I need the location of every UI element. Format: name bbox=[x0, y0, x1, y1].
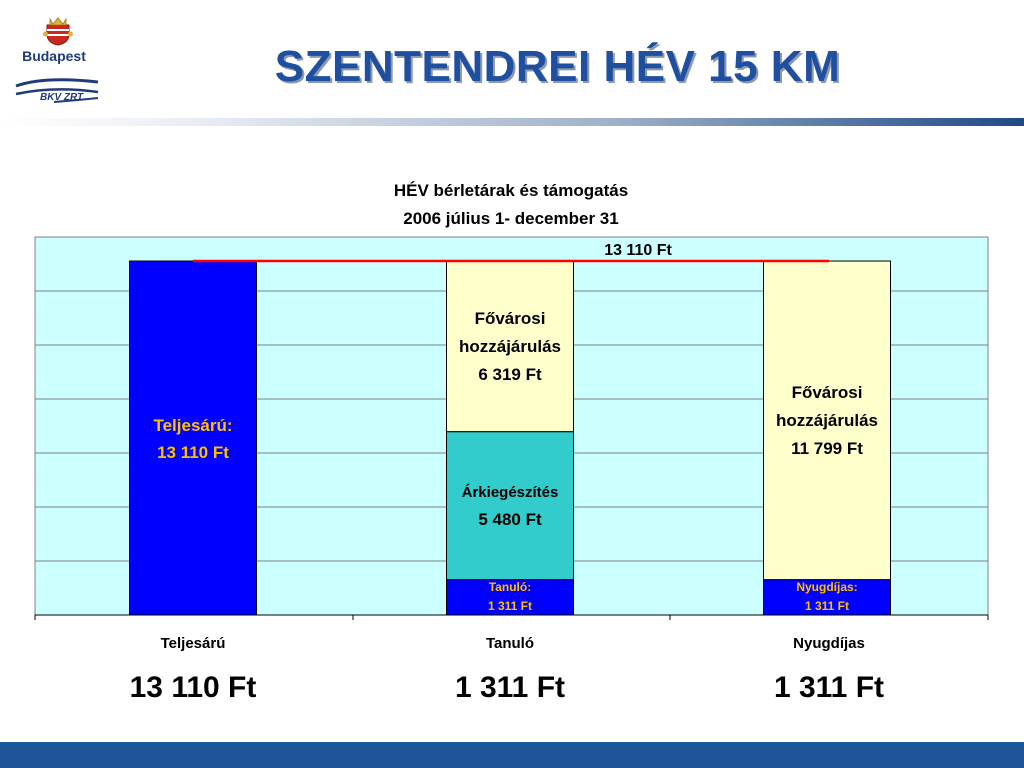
student-contribution-label-line1: Fővárosi bbox=[474, 309, 546, 328]
full-price-label-line1: Teljesárú: bbox=[153, 416, 233, 435]
student-paid-label-line2: 1 311 Ft bbox=[487, 599, 533, 613]
pensioner-contribution-label-line2: hozzájárulás bbox=[775, 411, 879, 430]
student-paid-label-line1: Tanuló: bbox=[488, 580, 532, 594]
pensioner-paid-label-line2: 1 311 Ft bbox=[804, 599, 850, 613]
reference-line-label: 13 110 Ft bbox=[604, 242, 672, 260]
supplement-label-line1: Árkiegészítés bbox=[461, 484, 559, 501]
footer-band bbox=[0, 742, 1024, 768]
chart-title-line1: HÉV bérletárak és támogatás bbox=[393, 181, 629, 200]
bar-segment-teljes-r--0 bbox=[130, 261, 257, 615]
x-tick-label-tanulo: Tanuló bbox=[485, 635, 535, 652]
pensioner-contribution-label-line3: 11 799 Ft bbox=[791, 439, 863, 458]
pensioner-contribution-label-line1: Fővárosi bbox=[791, 383, 863, 402]
x-tick-label-teljesaru: Teljesárú bbox=[160, 635, 226, 652]
logo-company-name: BKV ZRT bbox=[40, 92, 84, 103]
price-summary-tanulo: 1 311 Ft bbox=[454, 671, 566, 704]
logo-city-name: Budapest bbox=[22, 48, 86, 64]
chart-title-line2: 2006 július 1- december 31 bbox=[403, 209, 619, 228]
price-summary-teljesaru: 13 110 Ft bbox=[129, 671, 257, 704]
page-title: SZENTENDREI HÉV 15 KM bbox=[274, 42, 841, 91]
student-contribution-label-line2: hozzájárulás bbox=[458, 337, 562, 356]
x-tick-label-nyugdijas: Nyugdíjas bbox=[793, 635, 865, 652]
supplement-label-line2: 5 480 Ft bbox=[478, 510, 542, 529]
full-price-label-line2: 13 110 Ft bbox=[157, 443, 229, 462]
pensioner-paid-label-line1: Nyugdíjas: bbox=[796, 580, 858, 594]
price-summary-nyugdijas: 1 311 Ft bbox=[773, 671, 885, 704]
student-contribution-label-line3: 6 319 Ft bbox=[478, 365, 542, 384]
bar-segment--rkieg-sz-t-s-1 bbox=[447, 432, 574, 580]
